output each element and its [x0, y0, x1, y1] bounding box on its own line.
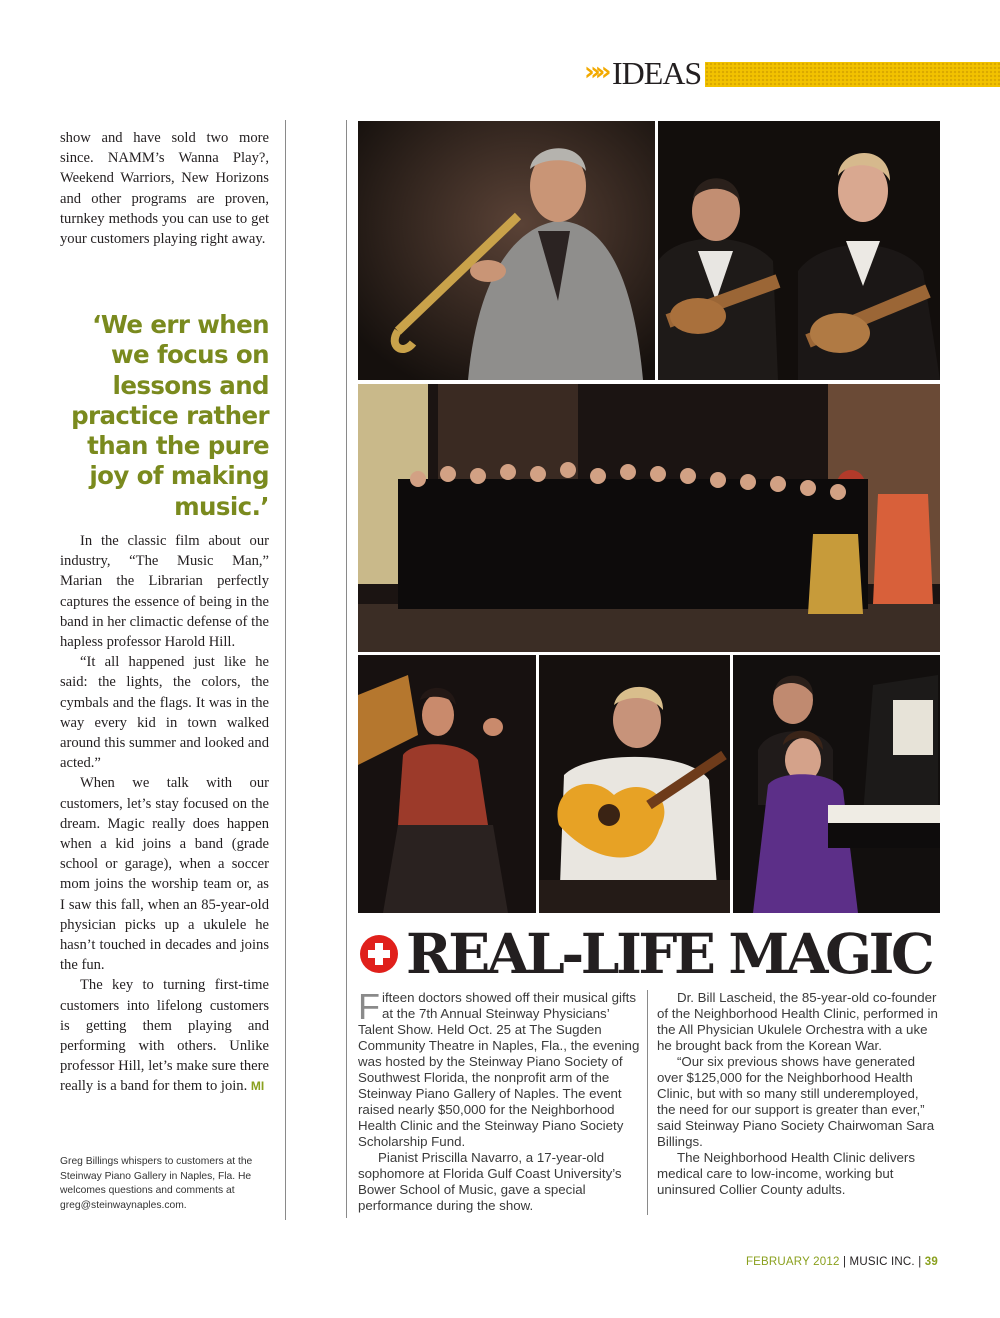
pull-quote: ‘We err when we focus on lessons and practice rather than the pure joy of making music.’	[71, 310, 269, 521]
saxophonist-photo	[358, 121, 655, 380]
article-paragraph: “Our six previous shows have generated over $125,000 for the Neighborhood Health Clinic, but with so many still underemployed, the need for our support is greater than ever,” said Steinway Piano Society Chairwoman Sara Billings.	[657, 1054, 935, 1149]
performers-group-photo	[358, 384, 940, 652]
flamenco-dancer-photo	[358, 655, 536, 913]
guitarist-photo	[539, 655, 730, 913]
body-paragraph: show and have sold two more since. NAMM’s Wanna Play?, Weekend Warriors, New Horizons and other programs are proven, turnkey methods you can use to get your customers playing right away.	[60, 130, 269, 248]
article-title-block	[358, 922, 948, 984]
page-number: 39	[924, 1256, 938, 1268]
article-column-1	[358, 986, 640, 1214]
ukulele-players-photo	[658, 121, 940, 380]
body-paragraph: When we talk with our customers, let’s stay focused on the dream. Magic really does happen when a kid joins a band (grade school or garage), when a soccer mom joins the worship team or, as I saw this fall, when an 85-year-old physician picks up a ukulele he hasn’t touched in decades and joins the fun.	[60, 775, 269, 974]
article-column-2	[657, 990, 939, 1198]
page-folio	[746, 1256, 938, 1268]
body-paragraph-text: The key to turning first-time customers into lifelong customers is getting them playing and performing with others. Unlike professor Hill, let’s make sure there really is a band for them to join.	[60, 977, 269, 1095]
left-column-top	[60, 128, 269, 249]
section-title: IDEAS	[612, 55, 702, 91]
folio-separator: |	[918, 1256, 925, 1268]
article-paragraph: Dr. Bill Lascheid, the 85-year-old co-founder of the Neighborhood Health Clinic, performed in the All Physician Ukulele Orchestra with a uke he brought back from the Korean War.	[657, 990, 938, 1053]
author-bio: Greg Billings whispers to customers at the Steinway Piano Gallery in Naples, Fla. He welcomes questions and comments at greg@steinwaynaples.com.	[60, 1156, 253, 1211]
pianists-photo	[733, 655, 940, 913]
article-paragraph-text: ifteen doctors showed off their musical gifts at the 7th Annual Steinway Physicians’ Talent Show. Held Oct. 25 at The Sugden Community Theatre in Naples, Fla., the evening was hosted by the Steinway Piano Society of Southwest Florida, the nonprofit arm of the Steinway Piano Gallery of Naples. The event raised nearly $50,000 for the Neighborhood Health Clinic and the Steinway Piano Society Scholarship Fund.	[358, 990, 640, 1149]
column-divider-left	[285, 120, 286, 1220]
end-mark: MI	[250, 1079, 265, 1094]
body-paragraph: In the classic film about our industry, “The Music Man,” Marian the Librarian perfectly captures the essence of being in the band in her climactic defense of the hapless professor Harold Hill.	[60, 533, 269, 651]
column-divider-article-left	[346, 120, 347, 1218]
left-column-body	[60, 531, 269, 1097]
drop-cap: F	[358, 986, 380, 1027]
article-paragraph: The Neighborhood Health Clinic delivers medical care to low-income, working but uninsured Collier County adults.	[657, 1150, 915, 1197]
body-paragraph: “It all happened just like he said: the lights, the colors, the cymbals and the flags. It was in the way every kid in town walked around this summer and looked and acted.”	[60, 654, 269, 772]
article-headline: REAL-LIFE MAGIC	[406, 921, 932, 986]
column-divider-article-mid	[647, 990, 648, 1215]
section-header-bar	[705, 62, 1000, 87]
article-paragraph	[358, 986, 640, 1150]
plus-icon	[360, 935, 398, 973]
issue-date: FEBRUARY 2012	[745, 1256, 840, 1268]
body-paragraph	[60, 975, 269, 1096]
chevron-double-right-icon: »»	[584, 57, 606, 87]
magazine-name: MUSIC INC.	[849, 1256, 915, 1268]
article-paragraph: Pianist Priscilla Navarro, a 17-year-old sophomore at Florida Gulf Coast University’s Bower School of Music, gave a special performance during the show.	[358, 1150, 622, 1213]
folio-separator: |	[842, 1256, 850, 1268]
